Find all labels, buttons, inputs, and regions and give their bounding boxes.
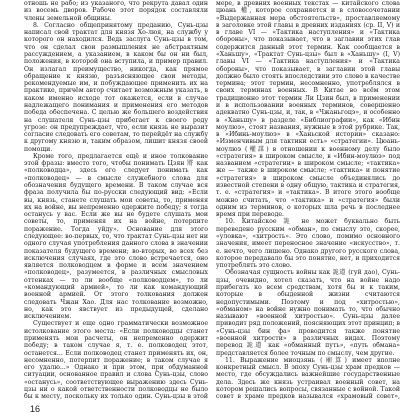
paragraph: 10. Китайское 詭 не может буквально быть переведено русским «обман», по смыслу это, скорее, «уловка», «хитрость». Это слово, помимо основного значения, имеет переносное значение «искусство», т. е. нечто, чего лишено. Однако другого русского слова, которое передавало бы это понятие, нет, и приходится употреблять это слово. — [216, 218, 400, 270]
paragraph: Существует и еще одно грамматически возможное истолкование этого места: «Если полководцы станет применять мои расчеты, он непременно одержит победу; в таком случае я, т. е. полководец этот, останется... Если полководец станет применять их, он, несомненно, потерпит поражение; в таком случае я его удалю...» Однако и при этом, при обдуманной ситуации, основанное правил и слова Сунь-цзы, слово «останусь», соответствующее выражению здесь Сунь-цзы ни о какой ответственности полководцы не было бы к месту, поскольку их только один. Сунь-цзы в этой — [24, 320, 208, 400]
paragraph: отношь не рабо; из указаного, что рекрута давал один из восемь дворов. Рабоче этот порядок составляли члены земельной общины. — [24, 0, 208, 22]
paragraph: Кроме того, предлагается ещё и иное толкование этой фразы: вместо того, чтобы понимать Цзян 將 как «полководца», здесь его следует понимать как «полководец» — в смысле служебного слова для обозначения будущего времени. В таком случае вся фраза получила бы по-русски следующий вид: «Если вы, князь, станете слушать мои советы, то, применяя их на войне, вы непременно одержите победу; я тогда останусь у вас. Если же вы не будете слушать мои советы, то, применяя их на войне, потерпите поражение. Тогда уйду». Основание для этого следующее: во-первых, то, что трактат Сунь-цзы нет ни одного случая употребления данного слова в значении показателя будущего времени; во-вторых, во всех без исключения случаях, где это слово встречается, оно является полководцем в форме и всем значением «полководец», разумеется, в различных смысловых оттенках — то ли вообще «полководцем», то ли «командующий армией», то ли как командующий военной армией. От этого толкования должен следовать Чжан Хао. Для нас толкование возможно, но, как это явствует из предыдущей, сделано исключением. — [24, 152, 208, 321]
right-column — [216, 0, 400, 400]
page-number: 16 — [30, 404, 41, 414]
paragraph: 11. Выражение миоцзянь (廟算) имеет вполне конкретный смысл. В эпоху Сунь-цзы храм предков — место, где обсуждались важнейшие государственные дела. Здесь же князь устраивал военный совет, на котором решались вопросы, связанные с войной. Такой совет в храме предков назывался «храмовый совет», — [216, 356, 400, 400]
left-column — [24, 0, 208, 400]
paragraph: мере, в древних военных текстах — китайского слова цюань 權, которое сохраняется и в словосочетании «Выдержанная мера обстоятельств», проставляемому в заголовке этой главы в древних изданиях (ср. II, V) и в главе VI — «Тактика наступления» и «Тактика обороны», что показывает, что в заглавии этих глав содержится данный этот термин. Как сообщается в «Ханьшу», «Трактат Сунь-цзы» был в «Ханьшу» (I, V) главы VI — «Тактика наступления» и «Тактика обороны», что показывает, в заглавии этой главы должно было стоять впоследствии это слово в качестве термина; этот термин, несомненно, употреблялся в своих терминах военных. В Китае во всём этом традиционно этот термин Ли Цзин был, в применении и в использовании военных терминов, совершенно адекватно Сунь-цзы, и, так, в «Чжаньгоцэ», и особенно в «Ханьшу» в разделе «Библиографии», как «Ибин моулюэ», стоят названия, нужные в этой рубрике. Так, в «Ибинь-моулюэ» в «Ханьской истории» сказано: «Изменчивым для тактики есть» «стратегии». Цюань-моулюэ (權謀) в отношении к военному делу было «стратегия» в широком смысле, в «Ибин-моулюэ» под названием «стратегии» в широком смысле; «тактика» же — также в широком смысле; «тактика» и понятие «стратегия» в широком смысле объединялись до известной степени в одну общую, тактика и стратегия, т. е. «стратегия» и «тактика». В итоге этого вообще можно считать, что «тактика» и «стратегия» были одним из терминов, о которых шла речь в последнее время при переводе. — [216, 0, 400, 219]
paragraph: 8. Согласно общепринятому преданию, Сунь-цзы написал свой трактат для князя Хо-люя, на службу у которого он находился. Ведь заслуга Сунь-цзы в том, что он сделал свои размышления не абстрактным рассуждением, а указанием, в каком бы он ни был, положения, в которой она вступила, и пример правил. Он излагал преимущество, никогда, как прямое обращение к князю, разъясняющее свои методы, рекомендуемые им, и побуждающее применить их на практике, причём автор считает возможным указать, в каком именно исходе тот окажется, если в случае надлежащего понимания и применения его методов победа обеспечена. С целью же большего воздействия на слушателя Сунь-цзы прибегает к своего роду угрозе: он предупреждает, что, если князь не выразит согласие следовать его советам, то перейдёт на службу к другому князю и, таким образом, лишит князя своей помощи. — [24, 21, 208, 153]
paragraph: Обозначая сущность войны как 詭道 (гуй дао), Сунь-цзы, очевидно, хотел сказать, что на войне надо прибегать ко всем средствам, хотя бы и к таким, которые в обыденной жизни считаются недопустимыми. Поэтому и под «хитростью», «обманом» на войне нужно понимать то, что обычно называют «военной хитростью». Сунь-цзы далее приводит ряд положений, поясняющих этот принцип; в «Сунь-цзы бин фа» проводится также понятие «военной хитрости» в различных видах. Поэтому перевод 詭道 как «обманный путь», «путь обмана» представляется более точным по смыслу, чем другие. — [216, 269, 400, 357]
